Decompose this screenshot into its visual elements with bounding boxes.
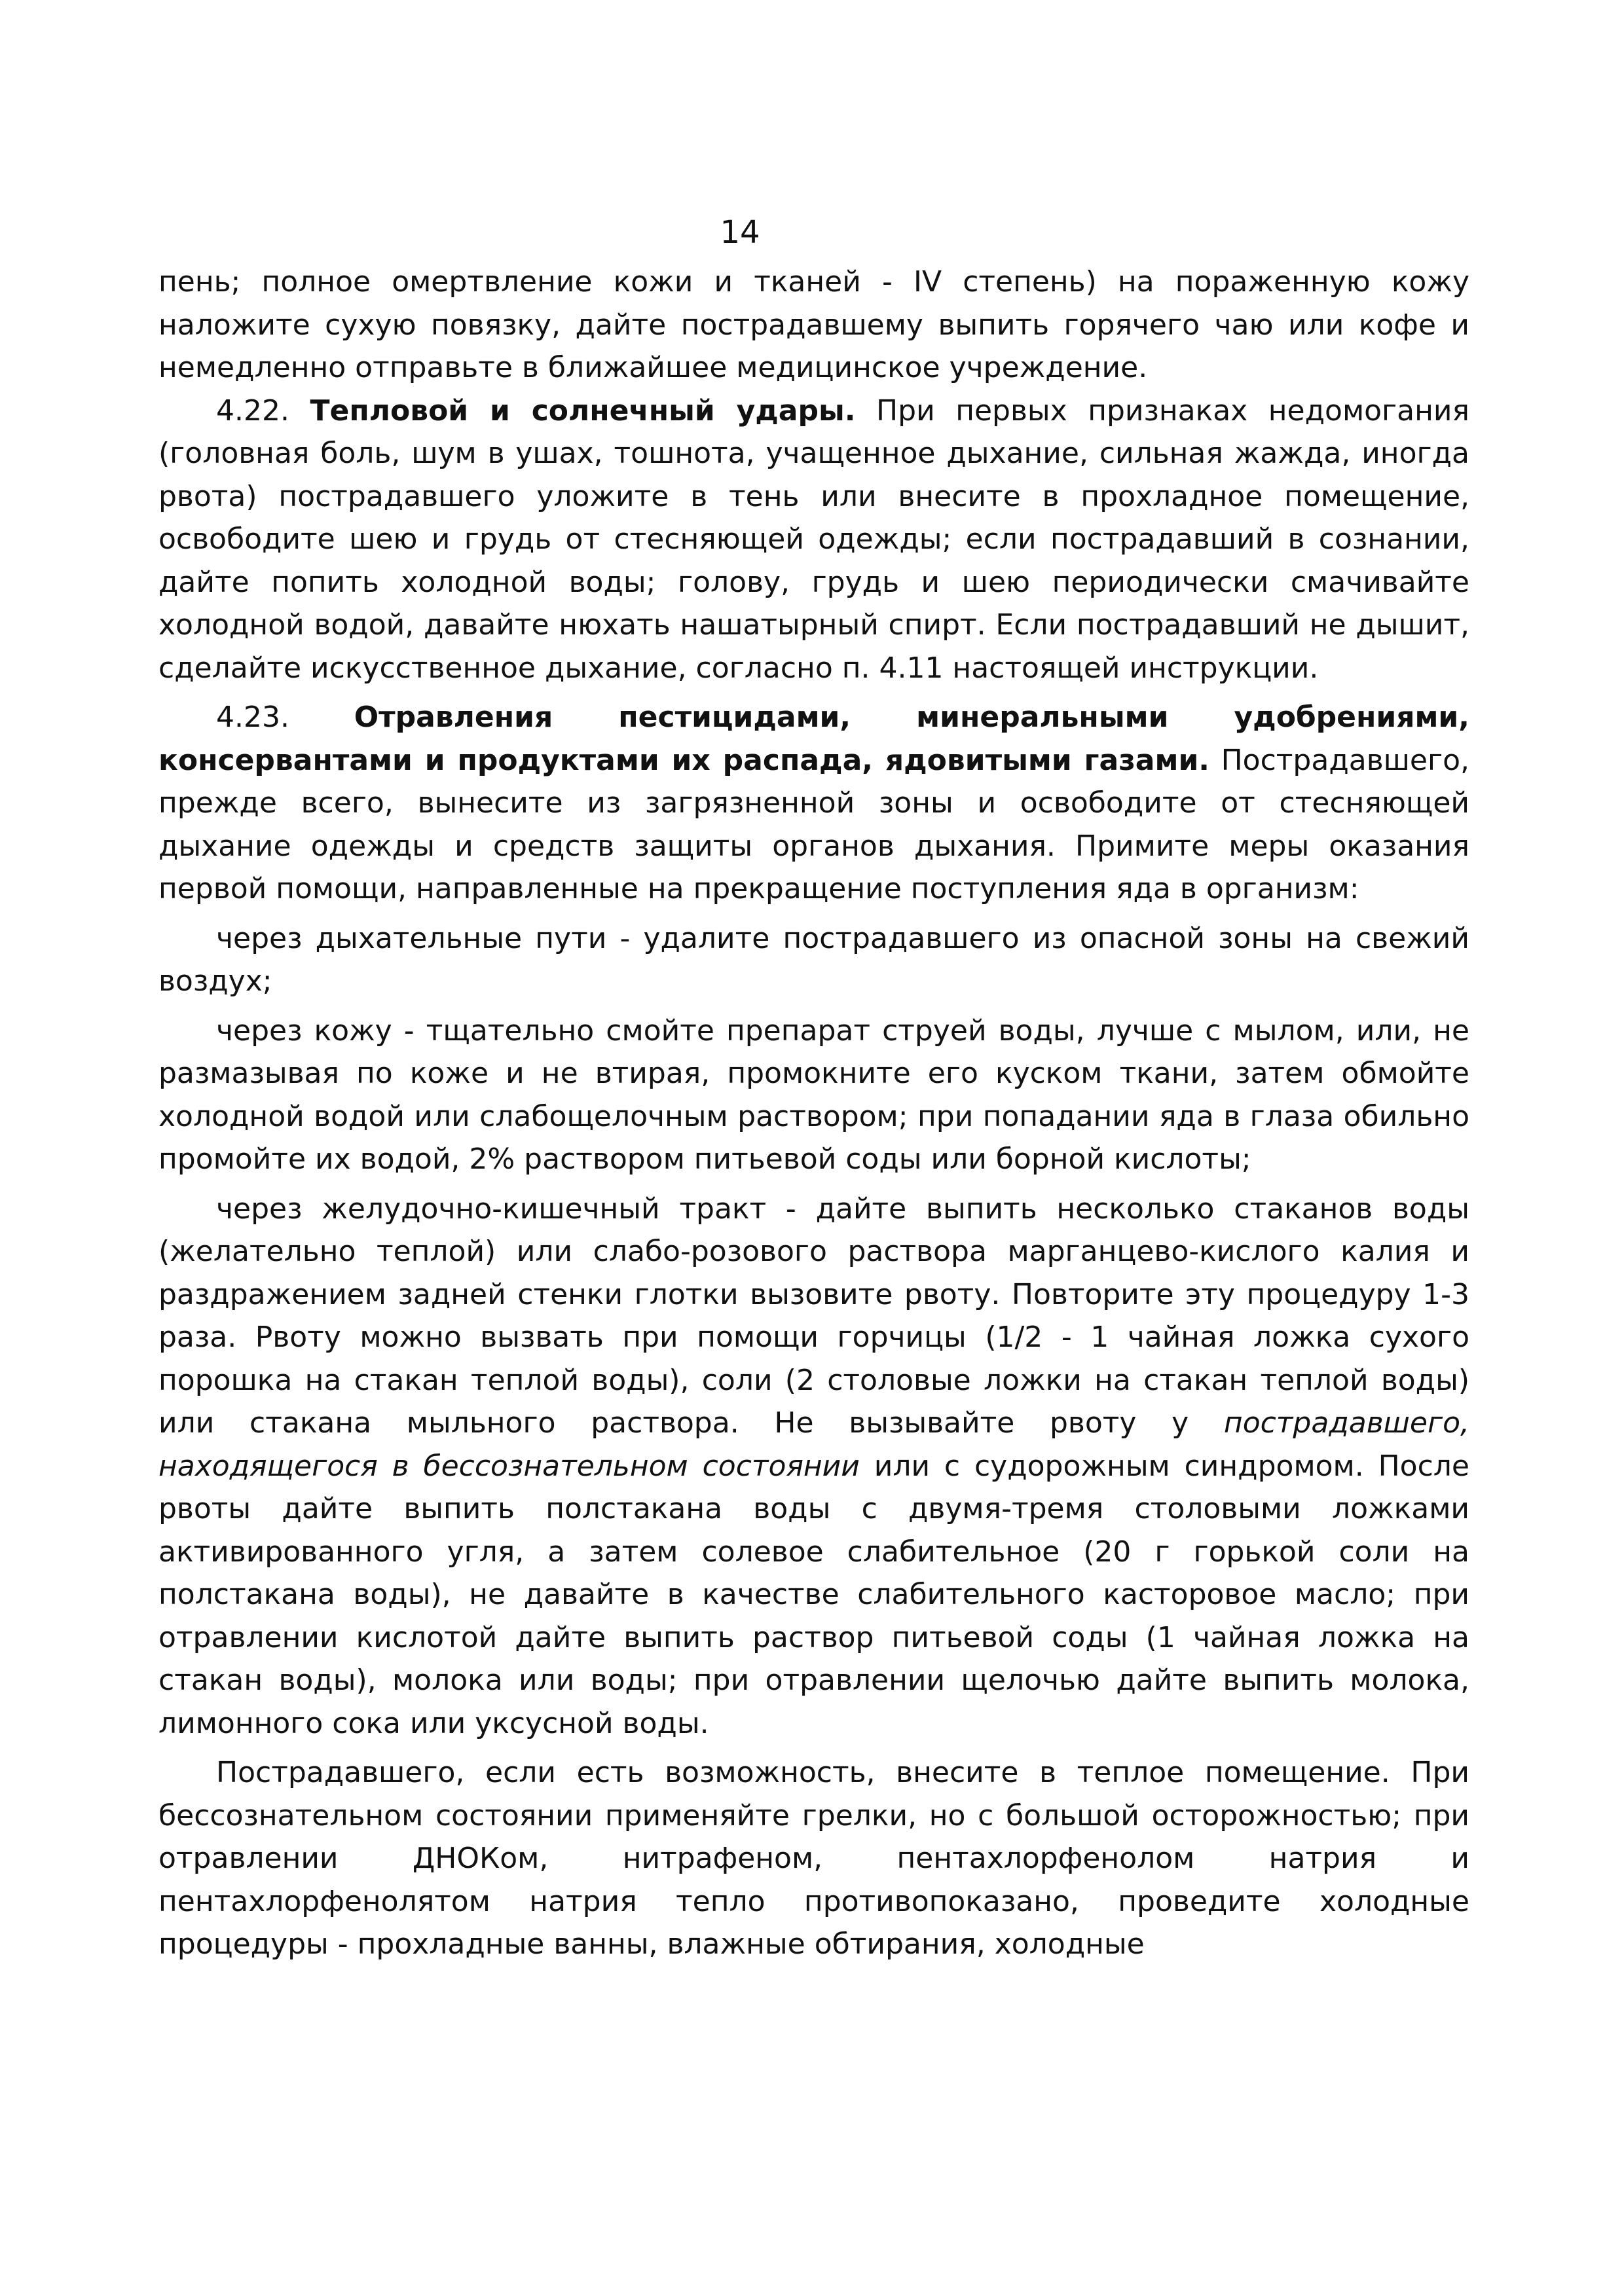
paragraph-text: Пострадавшего, если есть возможность, внесите в теплое помещение. При бессознательном состоянии применяйте грелки, но с большой осторожностью; при отравлении ДНОКом, нитрафеном, пентахлорфенолом натрия и пентахлорфенолятом натрия тепло противопоказано, проведите холодные процедуры - прохладные ванны, влажные обтирания, холодные bbox=[158, 1756, 1469, 1961]
paragraph-text: через дыхательные пути - удалите пострадавшего из опасной зоны на свежий воздух; bbox=[158, 921, 1469, 998]
paragraph-burns-continued bbox=[158, 261, 1469, 390]
section-heading: Отравления пестицидами, минеральными удобрениями, консервантами и продуктами их распада, ядовитыми газами. bbox=[158, 701, 1469, 777]
paragraph-digestive bbox=[158, 1188, 1469, 1745]
paragraph-respiratory bbox=[158, 917, 1469, 1003]
section-number: 4.22. bbox=[216, 393, 289, 428]
document-body bbox=[158, 261, 1469, 1966]
section-heading: Тепловой и солнечный удары. bbox=[310, 393, 856, 428]
paragraph-heat-stroke bbox=[158, 390, 1469, 690]
paragraph-italic-text: пострадавшего, находящегося в бессознательном состоянии bbox=[158, 1406, 1469, 1483]
paragraph-text: через желудочно-кишечный тракт - дайте выпить несколько стаканов воды (желательно теплой) или слабо-розового раствора марганцево-кислого калия и раздражением задней стенки глотки вызовите рвоту. Повторите эту процедуру 1-3 раза. Рвоту можно вызвать при помощи горчицы (1/2 - 1 чайная ложка сухого порошка на стакан теплой воды), соли (2 столовые ложки на стакан теплой воды) или стакана мыльного раствора. Не вызывайте рвоту у bbox=[158, 1192, 1469, 1440]
page-number: 14 bbox=[720, 214, 760, 251]
section-number: 4.23. bbox=[216, 701, 289, 734]
paragraph-warm-room bbox=[158, 1751, 1469, 1966]
paragraph-text: через кожу - тщательно смойте препарат струей воды, лучше с мылом, или, не размазывая по коже и не втирая, промокните его куском ткани, затем обмойте холодной водой или слабощелочным раствором; при попадании яда в глаза обильно промойте их водой, 2% раствором питьевой соды или борной кислоты; bbox=[158, 1013, 1469, 1176]
paragraph-text: пень; полное омертвление кожи и тканей - IV степень) на пораженную кожу наложите сухую повязку, дайте пострадавшему выпить горячего чаю или кофе и немедленно отправьте в ближайшее медицинское учреждение. bbox=[158, 265, 1469, 384]
paragraph-poisoning bbox=[158, 696, 1469, 911]
paragraph-text: При первых признаках недомогания (головная боль, шум в ушах, тошнота, учащенное дыхание, сильная жажда, иногда рвота) пострадавшего уложите в тень или внесите в прохладное помещение, освободите шею и грудь от стесняющей одежды; если пострадавший в сознании, дайте попить холодной воды; голову, грудь и шею периодически смачивайте холодной водой, давайте нюхать нашатырный спирт. Если пострадавший не дышит, сделайте искусственное дыхание, согласно п. 4.11 настоящей инструкции. bbox=[158, 393, 1469, 685]
paragraph-skin bbox=[158, 1010, 1469, 1181]
paragraph-text: или с судорожным синдромом. После рвоты дайте выпить полстакана воды с двумя-тремя столовыми ложками активированного угля, а затем солевое слабительное (20 г горькой соли на полстакана воды), не давайте в качестве слабительного касторовое масло; при отравлении кислотой дайте выпить раствор питьевой соды (1 чайная ложка на стакан воды), молока или воды; при отравлении щелочью дайте выпить молока, лимонного сока или уксусной воды. bbox=[158, 1449, 1469, 1740]
paragraph-text: Пострадавшего, прежде всего, вынесите из загрязненной зоны и освободите от стесняющей дыхание одежды и средств защиты органов дыхания. Примите меры оказания первой помощи, направленные на прекращение поступления яда в организм: bbox=[158, 743, 1469, 905]
